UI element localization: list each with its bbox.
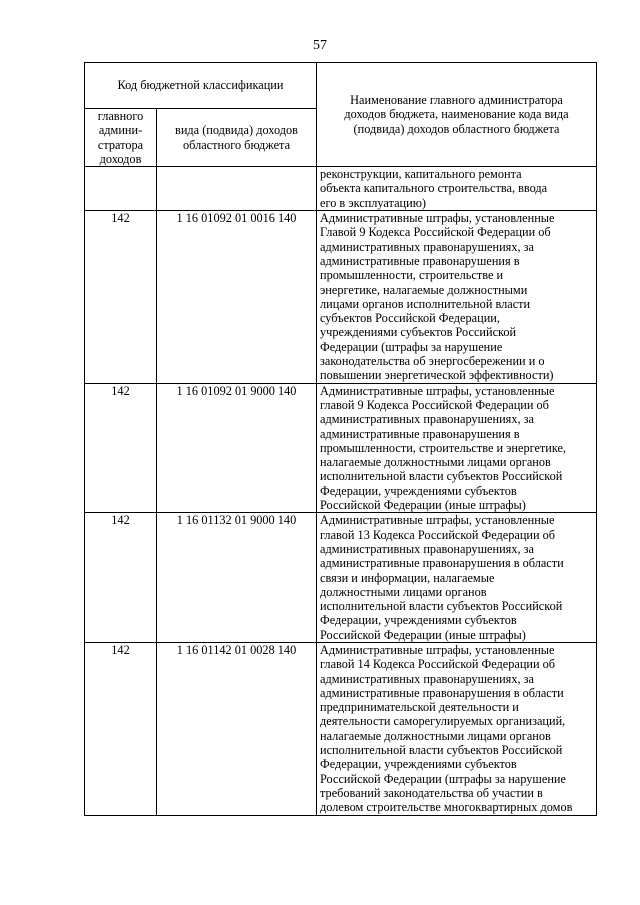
income-name-line: Административные штрафы, установленные [320, 642, 555, 657]
income-code-cell: 1 16 01142 01 0028 140 [157, 642, 317, 815]
income-name-line: его в эксплуатацию) [320, 195, 426, 210]
admin-code-cell: 142 [85, 211, 157, 384]
income-name-line: административные правонарушения в [320, 426, 520, 441]
income-name-line: административных правонарушениях, за [320, 239, 534, 254]
budget-classification-table [84, 62, 597, 816]
income-code-cell: 1 16 01092 01 0016 140 [157, 211, 317, 384]
header-name-column: Наименование главного администратора доходов бюджета, наименование кода вида (подвида) доходов областного бюджета [317, 63, 597, 167]
admin-code-cell: 142 [85, 513, 157, 643]
header-group-title: Код бюджетной классификации [85, 63, 317, 109]
income-name-line: административных правонарушениях, за [320, 541, 534, 556]
income-code-cell [157, 167, 317, 211]
header-admin-column: главного админи- стратора доходов [85, 109, 157, 167]
income-name-line: Федерации, учреждениями субъектов [320, 483, 517, 498]
income-name-line: требований законодательства об участии в [320, 785, 543, 800]
income-name-line: налагаемые должностными лицами органов [320, 728, 551, 743]
income-name-line: повышении энергетической эффективности) [320, 368, 554, 383]
income-code-cell: 1 16 01132 01 9000 140 [157, 513, 317, 643]
income-name-cell [317, 383, 597, 513]
income-name-cell [317, 642, 597, 815]
income-name-line: административные правонарушения в области [320, 685, 564, 700]
income-name-line: исполнительной власти субъектов Российской [320, 743, 563, 758]
income-name-line: лицами органов исполнительной власти [320, 296, 531, 311]
income-name-line: реконструкции, капитального ремонта [320, 167, 522, 182]
income-name-line: субъектов Российской Федерации, [320, 311, 500, 326]
income-name-line: главой 9 Кодекса Российской Федерации об [320, 397, 549, 412]
income-name-line: учреждениями субъектов Российской [320, 325, 517, 340]
income-name-line: исполнительной власти субъектов Российской [320, 469, 563, 484]
income-name-line: законодательства об энергосбережении и о [320, 354, 545, 369]
income-name-cell [317, 211, 597, 384]
income-name-line: Российской Федерации (иные штрафы) [320, 498, 526, 513]
header-row-top [85, 63, 597, 109]
table-row [85, 167, 597, 211]
income-name-line: связи и информации, налагаемые [320, 570, 495, 585]
income-name-line: Главой 9 Кодекса Российской Федерации об [320, 225, 551, 240]
income-name-line: предпринимательской деятельности и [320, 700, 519, 715]
income-name-line: энергетике, налагаемые должностными [320, 282, 528, 297]
admin-code-cell: 142 [85, 642, 157, 815]
income-name-line: главой 14 Кодекса Российской Федерации об [320, 657, 556, 672]
income-name-line: административных правонарушениях, за [320, 671, 534, 686]
income-name-line: административные правонарушения в [320, 253, 520, 268]
income-name-line: должностными лицами органов [320, 584, 487, 599]
income-name-line: Административные штрафы, установленные [320, 513, 555, 528]
table-body [85, 167, 597, 815]
income-name-line: административные правонарушения в области [320, 556, 564, 571]
income-name-line: административных правонарушениях, за [320, 412, 534, 427]
income-name-line: промышленности, строительстве и [320, 268, 504, 283]
income-name-line: главой 13 Кодекса Российской Федерации об [320, 527, 556, 542]
income-name-line: налагаемые должностными лицами органов [320, 455, 551, 470]
admin-code-cell [85, 167, 157, 211]
income-name-line: промышленности, строительстве и энергетике, [320, 440, 567, 455]
table-row [85, 383, 597, 513]
income-name-cell [317, 513, 597, 643]
income-name-line: Административные штрафы, установленные [320, 211, 555, 226]
income-name-line: деятельности саморегулируемых организаций, [320, 714, 566, 729]
income-name-line: Российской Федерации (штрафы за нарушение [320, 771, 566, 786]
admin-code-cell: 142 [85, 383, 157, 513]
income-name-line: Российской Федерации (иные штрафы) [320, 627, 526, 642]
income-name-line: Федерации (штрафы за нарушение [320, 339, 503, 354]
income-code-cell: 1 16 01092 01 9000 140 [157, 383, 317, 513]
header-kind-column: вида (подвида) доходов областного бюджета [157, 109, 317, 167]
page-number: 57 [313, 38, 327, 53]
income-name-line: исполнительной власти субъектов Российской [320, 599, 563, 614]
income-name-line: объекта капитального строительства, ввода [320, 181, 548, 196]
table-row [85, 642, 597, 815]
income-name-line: Федерации, учреждениями субъектов [320, 613, 517, 628]
table-row [85, 513, 597, 643]
income-name-cell [317, 167, 597, 211]
table-row [85, 211, 597, 384]
income-name-line: Федерации, учреждениями субъектов [320, 757, 517, 772]
income-name-line: долевом строительстве многоквартирных домов [320, 800, 573, 815]
income-name-line: Административные штрафы, установленные [320, 383, 555, 398]
